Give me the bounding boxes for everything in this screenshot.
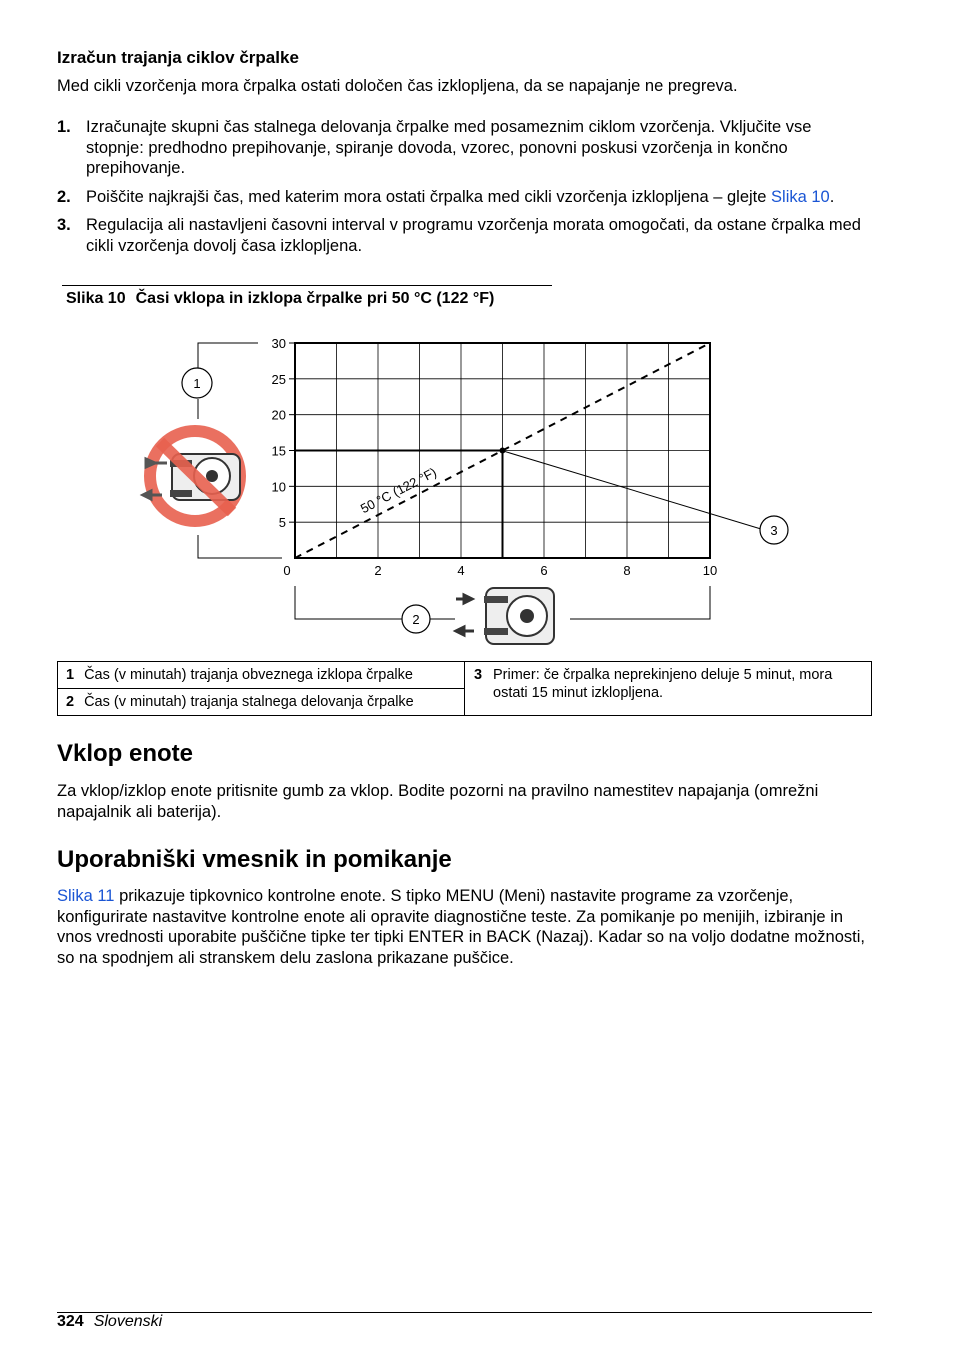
- step-text-end: .: [829, 187, 835, 206]
- step-number: 2.: [57, 187, 71, 206]
- x-tick-label: 2: [374, 563, 382, 578]
- pump-off-icon: [143, 431, 240, 521]
- y-tick-label: 15: [271, 443, 286, 459]
- legend-text: Čas (v minutah) trajanja obveznega izklopa črpalke: [84, 667, 413, 683]
- figure-legend-table: [57, 661, 872, 716]
- figure-11-link[interactable]: Slika 11: [57, 887, 115, 905]
- ui-paragraph-text: prikazuje tipkovnico kontrolne enote. S tipko MENU (Meni) nastavite programe za vzorčenje, konfigurirate nastavitve kontrolne enote ali opravite diagnostične teste. Za pomikanje po menijih, izbiranje in vnos vrednosti uporabite puščične tipke ter tipki ENTER in BACK (Nazaj). Kadar so na voljo dodatne možnosti, so na spodnjem ali stranskem delu zaslona prikazane puščice.: [57, 887, 865, 967]
- page-footer: [57, 1313, 162, 1331]
- y-tick-label: 10: [271, 479, 286, 495]
- pump-on-icon: [456, 588, 554, 644]
- intro-paragraph: Med cikli vzorčenja mora črpalka ostati določen čas izklopljena, da se napajanje ne pregreva.: [57, 77, 738, 95]
- x-axis-ticks: [283, 563, 717, 578]
- power-paragraph: Za vklop/izklop enote pritisnite gumb za vklop. Bodite pozorni na pravilno namestitev napajanja (omrežni napajalnik ali baterija).: [57, 782, 819, 821]
- page-number: 324: [57, 1313, 84, 1330]
- step-number: 3.: [57, 216, 71, 234]
- steps-list: [57, 117, 872, 264]
- section-heading-ui: Uporabniški vmesnik in pomikanje: [57, 846, 452, 873]
- bracket-off-time: [198, 343, 282, 558]
- y-tick-label: 30: [271, 336, 286, 351]
- legend-cell-2: [58, 689, 465, 716]
- y-tick-label: 5: [278, 515, 286, 531]
- callout-2: [402, 605, 430, 633]
- figure-label: Slika 10: [66, 290, 126, 307]
- legend-row: [58, 662, 872, 689]
- x-tick-label: 6: [540, 563, 548, 578]
- legend-number: 2: [66, 694, 75, 710]
- x-tick-label: 4: [457, 563, 465, 578]
- svg-text:3: 3: [770, 523, 778, 538]
- ui-paragraph: [57, 886, 877, 968]
- step-1: [57, 117, 872, 179]
- series-line-label: 50 °C (122 °F): [357, 464, 439, 517]
- step-3: [57, 215, 872, 256]
- y-tick-label: 25: [271, 371, 286, 387]
- legend-text: Čas (v minutah) trajanja stalnega delovanja črpalke: [84, 694, 414, 710]
- x-tick-label: 10: [702, 563, 718, 578]
- figure-10-link[interactable]: Slika 10: [771, 187, 830, 206]
- figure-caption-rule: [62, 285, 552, 286]
- svg-text:1: 1: [193, 376, 201, 391]
- callout-3: [760, 516, 788, 544]
- section-heading-pump-cycles: Izračun trajanja ciklov črpalke: [57, 48, 299, 67]
- step-2: [57, 187, 872, 208]
- step-text: Regulacija ali nastavljeni časovni interval v programu vzorčenja morata omogočati, da ostane črpalka med cikli vzorčenja dovolj časa izklopljena.: [86, 216, 861, 255]
- y-tick-label: 20: [271, 407, 286, 423]
- legend-cell-3: [465, 662, 872, 716]
- svg-text:2: 2: [412, 612, 420, 627]
- legend-number: 3: [474, 667, 483, 683]
- callout-3-leader: [500, 450, 761, 529]
- step-text: Izračunajte skupni čas stalnega delovanja črpalke med posameznim ciklom vzorčenja. Vključite vse stopnje: predhodno prepihovanje, spiranje dovoda, vzorec, ponovni poskusi vzorčenja in končno prepihovanje.: [86, 118, 812, 177]
- footer-language: Slovenski: [93, 1313, 163, 1330]
- legend-text: Primer: če črpalka neprekinjeno deluje 5 minut, mora ostati 15 minut izklopljena.: [493, 667, 833, 701]
- step-text: Poiščite najkrajši čas, med katerim mora ostati črpalka med cikli vzorčenja izklopljena – glejte: [86, 187, 772, 206]
- step-number: 1.: [57, 118, 71, 136]
- legend-number: 1: [66, 667, 75, 683]
- x-tick-label: 0: [283, 563, 291, 578]
- figure-caption: [66, 290, 494, 308]
- figure-caption-text: Časi vklopa in izklopa črpalke pri 50 °C (122 °F): [135, 290, 495, 307]
- callout-1: [182, 368, 212, 398]
- pump-cycle-figure: [0, 320, 954, 660]
- y-axis-ticks: [272, 336, 295, 530]
- legend-cell-1: [58, 662, 465, 689]
- section-heading-power: Vklop enote: [57, 740, 194, 767]
- x-tick-label: 8: [623, 563, 631, 578]
- footer-rule: [57, 1312, 872, 1313]
